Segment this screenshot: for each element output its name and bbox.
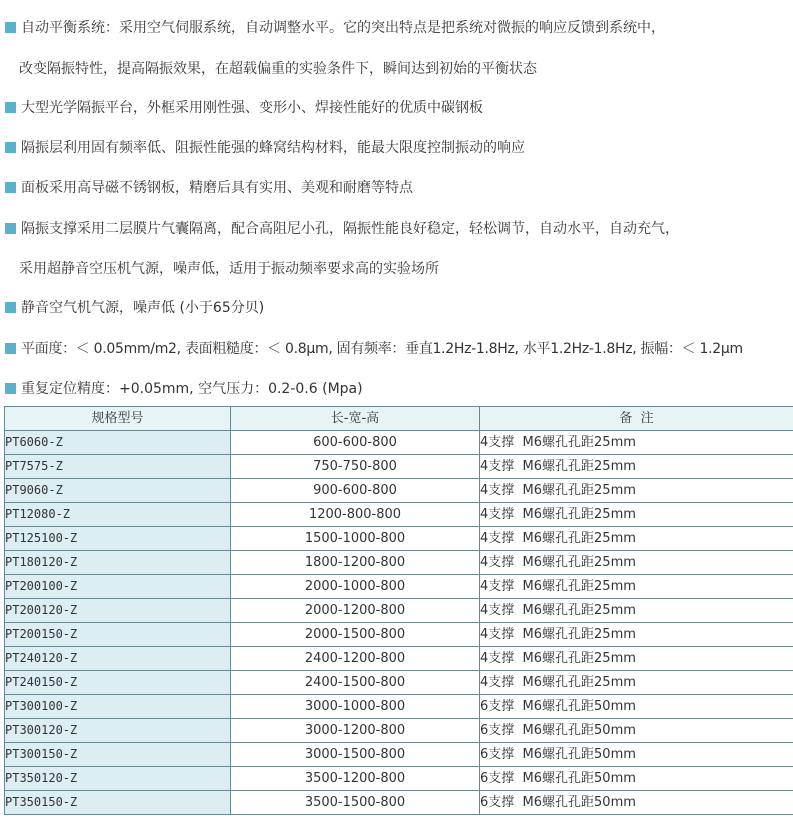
square-bullet-icon bbox=[5, 142, 16, 153]
square-bullet-icon bbox=[5, 182, 16, 193]
dimensions-cell: 2000-1200-800 bbox=[231, 599, 480, 623]
model-cell: PT12080-Z bbox=[5, 503, 231, 527]
table-row bbox=[5, 551, 793, 575]
dimensions-cell: 3500-1200-800 bbox=[231, 767, 480, 791]
square-bullet-icon bbox=[5, 343, 16, 354]
feature-text: 隔振层利用固有频率低、阻振性能强的蜂窝结构材料，能最大限度控制振动的响应 bbox=[21, 140, 525, 156]
table-row bbox=[5, 743, 793, 767]
table-header-row bbox=[5, 407, 793, 431]
model-cell: PT300120-Z bbox=[5, 719, 231, 743]
feature-item bbox=[0, 17, 665, 39]
dimensions-cell: 2400-1500-800 bbox=[231, 671, 480, 695]
table-row bbox=[5, 695, 793, 719]
dimensions-cell: 750-750-800 bbox=[231, 455, 480, 479]
notes-cell: 6支撑 M6螺孔孔距50mm bbox=[480, 791, 793, 815]
feature-text: 面板采用高导磁不锈钢板，精磨后具有实用、美观和耐磨等特点 bbox=[21, 180, 413, 196]
notes-cell: 4支撑 M6螺孔孔距25mm bbox=[480, 503, 793, 527]
feature-text: 隔振支撑采用二层膜片气囊隔离，配合高阻尼小孔，隔振性能良好稳定，轻松调节，自动水平，自动充气， bbox=[21, 221, 679, 237]
dimensions-cell: 2000-1500-800 bbox=[231, 623, 480, 647]
feature-item bbox=[0, 338, 743, 360]
dimensions-cell: 2000-1000-800 bbox=[231, 575, 480, 599]
table-row bbox=[5, 503, 793, 527]
dimensions-cell: 3000-1500-800 bbox=[231, 743, 480, 767]
table-row bbox=[5, 431, 793, 455]
model-cell: PT7575-Z bbox=[5, 455, 231, 479]
feature-text: 大型光学隔振平台，外框采用刚性强、变形小、焊接性能好的优质中碳钢板 bbox=[21, 100, 483, 116]
notes-cell: 6支撑 M6螺孔孔距50mm bbox=[480, 695, 793, 719]
feature-text: 采用超静音空压机气源，噪声低，适用于振动频率要求高的实验场所 bbox=[19, 261, 439, 277]
dimensions-cell: 1200-800-800 bbox=[231, 503, 480, 527]
table-row bbox=[5, 623, 793, 647]
feature-item bbox=[0, 378, 363, 400]
dimensions-cell: 1800-1200-800 bbox=[231, 551, 480, 575]
notes-cell: 4支撑 M6螺孔孔距25mm bbox=[480, 623, 793, 647]
dimensions-cell: 3000-1000-800 bbox=[231, 695, 480, 719]
feature-item-continuation bbox=[19, 258, 439, 280]
model-cell: PT350150-Z bbox=[5, 791, 231, 815]
table-row bbox=[5, 527, 793, 551]
column-header-dimensions: 长-宽-高 bbox=[231, 407, 480, 431]
dimensions-cell: 3000-1200-800 bbox=[231, 719, 480, 743]
dimensions-cell: 600-600-800 bbox=[231, 431, 480, 455]
feature-text: 平面度：＜ 0.05mm/m2, 表面粗糙度：＜ 0.8μm, 固有频率：垂直1.2Hz-1.8Hz, 水平1.2Hz-1.8Hz, 振幅：＜ 1.2μm bbox=[21, 341, 743, 357]
model-cell: PT240120-Z bbox=[5, 647, 231, 671]
feature-item bbox=[0, 97, 483, 119]
model-cell: PT180120-Z bbox=[5, 551, 231, 575]
square-bullet-icon bbox=[5, 223, 16, 234]
model-cell: PT200100-Z bbox=[5, 575, 231, 599]
square-bullet-icon bbox=[5, 22, 16, 33]
dimensions-cell: 2400-1200-800 bbox=[231, 647, 480, 671]
square-bullet-icon bbox=[5, 102, 16, 113]
table-row bbox=[5, 479, 793, 503]
spec-table bbox=[4, 406, 793, 815]
model-cell: PT300100-Z bbox=[5, 695, 231, 719]
square-bullet-icon bbox=[5, 302, 16, 313]
notes-cell: 4支撑 M6螺孔孔距25mm bbox=[480, 647, 793, 671]
notes-cell: 6支撑 M6螺孔孔距50mm bbox=[480, 743, 793, 767]
table-row bbox=[5, 575, 793, 599]
table-row bbox=[5, 719, 793, 743]
table-row bbox=[5, 599, 793, 623]
column-header-notes: 备 注 bbox=[480, 407, 793, 431]
feature-item bbox=[0, 177, 413, 199]
dimensions-cell: 3500-1500-800 bbox=[231, 791, 480, 815]
model-cell: PT200120-Z bbox=[5, 599, 231, 623]
table-row bbox=[5, 671, 793, 695]
dimensions-cell: 900-600-800 bbox=[231, 479, 480, 503]
notes-cell: 4支撑 M6螺孔孔距25mm bbox=[480, 671, 793, 695]
notes-cell: 4支撑 M6螺孔孔距25mm bbox=[480, 527, 793, 551]
notes-cell: 6支撑 M6螺孔孔距50mm bbox=[480, 767, 793, 791]
notes-cell: 6支撑 M6螺孔孔距50mm bbox=[480, 719, 793, 743]
table-body bbox=[5, 431, 793, 815]
feature-item bbox=[0, 137, 525, 159]
model-cell: PT300150-Z bbox=[5, 743, 231, 767]
model-cell: PT240150-Z bbox=[5, 671, 231, 695]
notes-cell: 4支撑 M6螺孔孔距25mm bbox=[480, 599, 793, 623]
feature-text: 静音空气机气源，噪声低 (小于65分贝) bbox=[21, 300, 265, 316]
notes-cell: 4支撑 M6螺孔孔距25mm bbox=[480, 479, 793, 503]
model-cell: PT350120-Z bbox=[5, 767, 231, 791]
model-cell: PT9060-Z bbox=[5, 479, 231, 503]
feature-text: 自动平衡系统：采用空气伺服系统，自动调整水平。它的突出特点是把系统对微振的响应反馈到系统中， bbox=[21, 20, 665, 36]
column-header-model: 规格型号 bbox=[5, 407, 231, 431]
model-cell: PT6060-Z bbox=[5, 431, 231, 455]
notes-cell: 4支撑 M6螺孔孔距25mm bbox=[480, 455, 793, 479]
feature-item-continuation bbox=[19, 58, 537, 80]
notes-cell: 4支撑 M6螺孔孔距25mm bbox=[480, 551, 793, 575]
notes-cell: 4支撑 M6螺孔孔距25mm bbox=[480, 575, 793, 599]
table-row bbox=[5, 767, 793, 791]
feature-item bbox=[0, 218, 679, 240]
dimensions-cell: 1500-1000-800 bbox=[231, 527, 480, 551]
model-cell: PT200150-Z bbox=[5, 623, 231, 647]
feature-text: 重复定位精度：+0.05mm, 空气压力：0.2-0.6 (Mpa) bbox=[21, 381, 363, 397]
model-cell: PT125100-Z bbox=[5, 527, 231, 551]
feature-item bbox=[0, 297, 264, 319]
notes-cell: 4支撑 M6螺孔孔距25mm bbox=[480, 431, 793, 455]
square-bullet-icon bbox=[5, 383, 16, 394]
table-row bbox=[5, 647, 793, 671]
table-row bbox=[5, 791, 793, 815]
table-row bbox=[5, 455, 793, 479]
feature-text: 改变隔振特性，提高隔振效果，在超载偏重的实验条件下，瞬间达到初始的平衡状态 bbox=[19, 61, 537, 77]
